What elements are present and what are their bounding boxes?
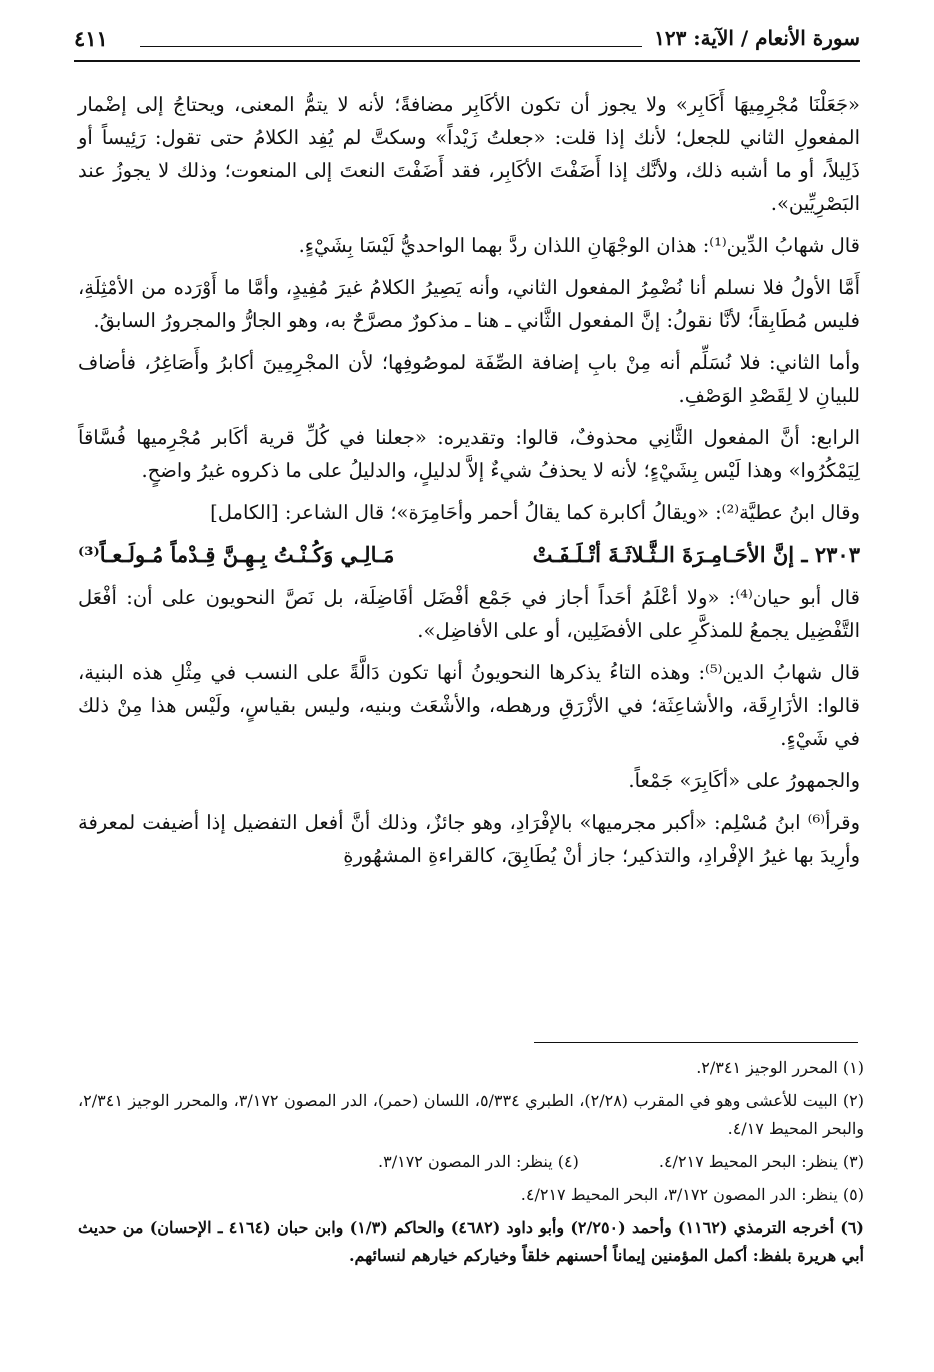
paragraph-1: «جَعَلْنَا مُجْرِمِيهَا أَكَابِر» ولا يجوز أن تكون الأكَابِر مضافةً؛ لأنه لا يتمُّ المعنى، ويحتاجُ إلى إضْمار المفعولِ الثاني للجعل؛ لأنك إذا قلت: «جعلتُ زَيْداً» وسكتَّ لم يُفِد الكلامُ حتى تقول: رَئِيساً أو ذَلِيلاً، أو ما أشبه ذلك، ولأنَّك إذا أَضَفْتَ الأكَابِر، فقد أَضَفْتَ النعتَ إلى المنعوت؛ وذلك لا يجوزُ عند البَصْرِيِّين». — [78, 93, 860, 215]
footnote-4: (٤) ينظر: الدر المصون ٣/١٧٢. — [378, 1152, 579, 1171]
paragraph-10: وقرأ⁽⁶⁾ ابنُ مُسْلِم: «أكبر مجرميها» بالإفْرَادِ، وهو جائزٌ، وذلك أنَّ أفعل التفضيل إذا أضيفت لمعرفة وأرِيدَ بها غيرُ الإفْرادِ، والتذكير؛ جاز أنْ يُطَابِقَ، كالقراءةِ المشهُورةِ — [78, 811, 860, 867]
paragraph-9: والجمهورُ على «أكَابِرَ» جَمْعاً. — [628, 769, 860, 792]
footnotes-separator — [534, 1042, 858, 1043]
verse-second-hemistich: مَـالِـي وَكُـنْـتُ بِـهِـنَّ قِـدْماً مُـولَـعـاً⁽³⁾ — [78, 542, 395, 567]
paragraph-2: قال شهابُ الدِّين⁽¹⁾: هذان الوجْهَانِ اللذان ردَّ بهما الواحديُّ لَيْسَا بِشَيْءٍ. — [298, 234, 860, 257]
footnote-3: (٣) ينظر: البحر المحيط ٤/٢١٧. — [658, 1152, 864, 1171]
footnote-5: (٥) ينظر: الدر المصون ٣/١٧٢، البحر المحيط ٤/٢١٧. — [520, 1185, 864, 1204]
main-text — [78, 88, 860, 881]
footnotes — [78, 1054, 864, 1275]
paragraph-8: قال شهابُ الدين⁽⁵⁾: وهذه التاءُ يذكرها النحويونُ أنها تكون دَالَّةً على النسب في مِثْلِ هذه البنية، قالوا: الأزَارِقَة، والأشاعِثَة؛ في الأزْرَقِ ورهطه، والأشْعَث وبنيه، وليس بقياسٍ، ولَيْس هذا مِنْ ذلك في شَيْءٍ. — [78, 661, 861, 750]
verse-first-hemistich: ٢٣٠٣ ـ إنَّ الأحَـامِـرَةَ الـثَّـلاثَـةَ أتْـلَـفَـتْ — [532, 542, 860, 567]
page-number: ٤١١ — [74, 26, 108, 51]
header-rule — [74, 60, 860, 62]
paragraph-3: أَمَّا الأولُ فلا نسلم أنا نُضْمِرُ المفعول الثاني، وأنه يَصِيرُ الكلامُ غيرَ مُفِيدٍ، وأمَّا ما أَوْرَده من الأمْثِلَةِ، فليس مُطَابِقاً؛ لأنَّا نقولُ: إنَّ المفعول الثَّاني ـ هنا ـ مذكورٌ مصرَّحٌ به، وهو الجارُّ والمجرورُ السابقُ. — [78, 276, 860, 332]
surah-title: سورة الأنعام / الآية: ١٢٣ — [654, 26, 860, 50]
footnote-1: (١) المحرر الوجيز ٢/٣٤١. — [696, 1058, 864, 1077]
paragraph-4: وأما الثاني: فلا نُسَلِّم أنه مِنْ بابِ إضافة الصِّفَة لموصُوفِها؛ لأن المجْرِمِينَ أكابرُ وأَصَاغِرُ، فأضاف للبيانِ لا لِقَصْدِ الوَصْفِ. — [78, 351, 860, 407]
poetry-verse — [78, 538, 860, 572]
footnote-6: (٦) أخرجه الترمذي (١١٦٢) وأحمد (٢/٢٥٠) وأبو داود (٤٦٨٢) والحاكم (١/٣) وابن حبان (٤١٦٤ ـ الإحسان) من حديث أبي هريرة بلفظ: أكمل المؤمنين إيماناً أحسنهم خلقاً وخياركم خيارهم لنسائهم. — [78, 1218, 864, 1265]
paragraph-7: قال أبو حيان⁽⁴⁾: «ولا أعْلَمُ أحَداً أجاز في جَمْع أفْضَل أفَاضِلَة، بل نَصَّ النحويون على أن: أفْعَل التَّفْضِيل يجمعُ للمذكَّرِ على الأفضَلِين، أو على الأفاضِل». — [78, 586, 860, 642]
header-divider — [140, 46, 642, 47]
footnote-2: (٢) البيت للأعشى وهو في المقرب (٢/٢٨)، الطبري ٥/٣٣٤، اللسان (حمر)، الدر المصون ٣/١٧٢، والمحرر الوجيز ٢/٣٤١، والبحر المحيط ٤/١٧. — [78, 1091, 865, 1138]
paragraph-6: وقال ابنُ عطيَّة⁽²⁾: «ويقالُ أكابرة كما يقالُ أحمر وأحَامِرَة»؛ قال الشاعر: [الكامل] — [210, 501, 860, 524]
footnote-pair — [78, 1148, 864, 1176]
running-header — [74, 22, 860, 62]
paragraph-5: الرابع: أنَّ المفعول الثَّانِي محذوفٌ، قالوا: وتقديره: «جعلنا في كُلِّ قرية أكَابر مُجْرِميها فُسَّاقاً لِيَمْكُرُوا» وهذا لَيْس بِشَيْءٍ؛ لأنه لا يحذفُ شيءٌ إلاَّ لدليلٍ، والدليلُ على ما ذكروه غيرُ واضحٍ. — [78, 426, 860, 482]
